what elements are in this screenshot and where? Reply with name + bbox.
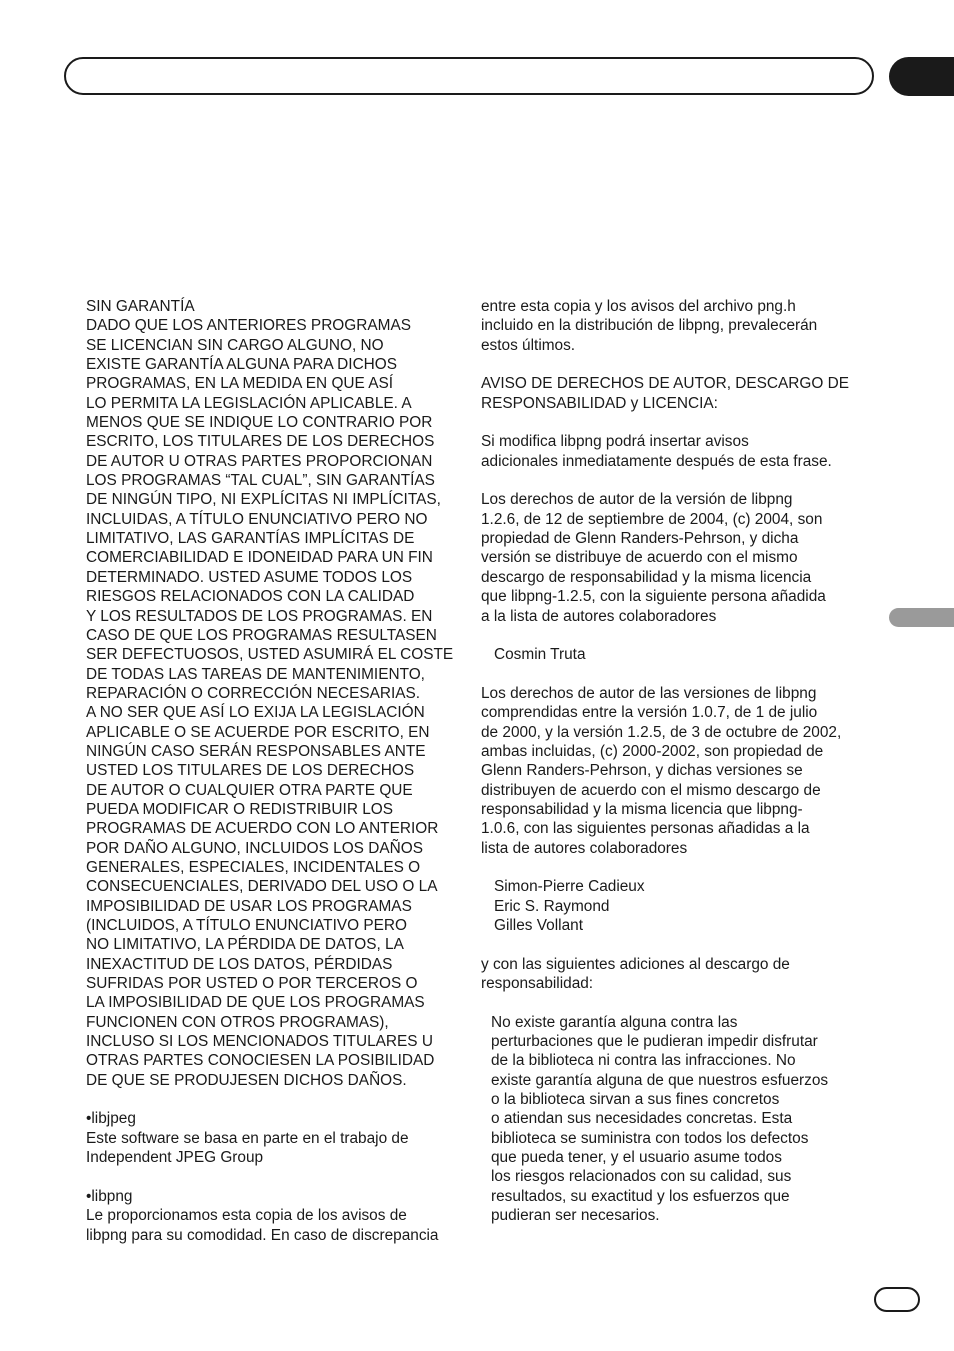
text-line: EXISTE GARANTÍA ALGUNA PARA DICHOS: [86, 356, 398, 374]
text-line: incluido en la distribución de libpng, prevalecerán: [481, 317, 818, 335]
text-line: PROGRAMAS, EN LA MEDIDA EN QUE ASÍ: [86, 375, 394, 393]
contributor-list: [481, 877, 861, 935]
paragraph-gap: [86, 1167, 471, 1186]
contributor-list: [481, 645, 861, 664]
text-line: MENOS QUE SE INDIQUE LO CONTRARIO POR: [86, 414, 433, 432]
warranty-section: [86, 297, 471, 1090]
text-line: PROGRAMAS DE ACUERDO CON LO ANTERIOR: [86, 820, 439, 838]
paragraph-gap: [86, 1090, 471, 1109]
text-line: que pueda tener, y el usuario asume todos: [491, 1149, 782, 1167]
text-line: DE AUTOR O CUALQUIER OTRA PARTE QUE: [86, 781, 413, 799]
text-line: NO LIMITATIVO, LA PÉRDIDA DE DATOS, LA: [86, 936, 404, 954]
side-index-tab: [889, 608, 954, 627]
text-line: comprendidas entre la versión 1.0.7, de 1 de julio: [481, 704, 818, 722]
text-line: estos últimos.: [481, 336, 576, 354]
text-line: Si modifica libpng podrá insertar avisos: [481, 433, 749, 451]
text-line: 1.2.6, de 12 de septiembre de 2004, (c) 2004, son: [481, 510, 823, 528]
paragraph-gap: [481, 993, 861, 1012]
disclaimer-block: [481, 1013, 861, 1226]
text-line: OTRAS PARTES CONOCIESEN LA POSIBILIDAD: [86, 1052, 435, 1070]
text-line: A NO SER QUE ASÍ LO EXIJA LA LEGISLACIÓN: [86, 704, 425, 722]
text-line: biblioteca se suministra con todos los defectos: [491, 1129, 809, 1147]
text-line: CONSECUENCIALES, DERIVADO DEL USO O LA: [86, 878, 438, 896]
text-line: LA IMPOSIBILIDAD DE QUE LOS PROGRAMAS: [86, 994, 425, 1012]
libpng-section: [86, 1187, 471, 1245]
libjpeg-section: [86, 1109, 471, 1167]
text-line: DADO QUE LOS ANTERIORES PROGRAMAS: [86, 317, 411, 335]
contributor-name: Gilles Vollant: [494, 917, 583, 934]
text-line: CASO DE QUE LOS PROGRAMAS RESULTASEN: [86, 626, 437, 644]
text-line: LIMITATIVO, LAS GARANTÍAS IMPLÍCITAS DE: [86, 530, 415, 548]
paragraph-gap: [481, 935, 861, 954]
paragraph-gap: [481, 858, 861, 877]
text-line: responsabilidad:: [481, 975, 594, 993]
paragraph: [481, 490, 861, 625]
text-line: SE LICENCIAN SIN CARGO ALGUNO, NO: [86, 336, 384, 354]
text-line: los riesgos relacionados con su calidad, sus: [491, 1168, 792, 1186]
text-line: resultados, su exactitud y los esfuerzos que: [491, 1187, 790, 1205]
text-line: o atiendan sus necesidades concretas. Esta: [491, 1110, 793, 1128]
text-line: Este software se basa en parte en el trabajo de: [86, 1129, 409, 1147]
text-line: RESPONSABILIDAD y LICENCIA:: [481, 394, 718, 412]
text-line: Los derechos de autor de las versiones de libpng: [481, 684, 817, 702]
text-line: GENERALES, ESPECIALES, INCIDENTALES O: [86, 858, 421, 876]
header-bar: [64, 57, 874, 95]
text-line: 1.0.6, con las siguientes personas añadidas a la: [481, 820, 810, 838]
text-line: DE QUE SE PRODUJESEN DICHOS DAÑOS.: [86, 1071, 407, 1089]
text-line: lista de autores colaboradores: [481, 839, 688, 857]
paragraph: [481, 297, 861, 355]
text-line: INCLUSO SI LOS MENCIONADOS TITULARES U: [86, 1033, 433, 1051]
paragraph: [481, 684, 861, 858]
text-line: LOS PROGRAMAS “TAL CUAL”, SIN GARANTÍAS: [86, 472, 435, 490]
text-line: DE AUTOR U OTRAS PARTES PROPORCIONAN: [86, 452, 433, 470]
left-column: [86, 297, 471, 1245]
text-line: INEXACTITUD DE LOS DATOS, PÉRDIDAS: [86, 955, 393, 973]
text-line: USTED LOS TITULARES DE LOS DERECHOS: [86, 762, 415, 780]
text-line: SUFRIDAS POR USTED O POR TERCEROS O: [86, 975, 418, 993]
text-line: o la biblioteca sirvan a sus fines concretos: [491, 1091, 780, 1109]
copyright-heading: [481, 374, 861, 413]
text-line: existe garantía alguna de que nuestros esfuerzos: [491, 1071, 829, 1089]
text-line: a la lista de autores colaboradores: [481, 607, 717, 625]
text-line: (INCLUIDOS, A TÍTULO ENUNCIATIVO PERO: [86, 917, 407, 934]
text-line: libpng para su comodidad. En caso de discrepancia: [86, 1226, 439, 1244]
text-line: DE TODAS LAS TAREAS DE MANTENIMIENTO,: [86, 665, 425, 683]
text-line: NINGÚN CASO SERÁN RESPONSABLES ANTE: [86, 742, 426, 760]
text-line: LO PERMITA LA LEGISLACIÓN APLICABLE. A: [86, 394, 412, 412]
text-line: perturbaciones que le pudieran impedir disfrutar: [491, 1033, 818, 1051]
text-line: RIESGOS RELACIONADOS CON LA CALIDAD: [86, 588, 415, 606]
text-line: IMPOSIBILIDAD DE USAR LOS PROGRAMAS: [86, 897, 412, 915]
text-line: y con las siguientes adiciones al descargo de: [481, 955, 790, 973]
section-tab: [889, 57, 954, 96]
text-line: Glenn Randers-Pehrson, y dichas versiones se: [481, 762, 803, 780]
right-column: [481, 297, 861, 1226]
text-line: ambas incluidas, (c) 2000-2002, son propiedad de: [481, 742, 824, 760]
text-line: Y LOS RESULTADOS DE LOS PROGRAMAS. EN: [86, 607, 433, 625]
text-line: descargo de responsabilidad y la misma licencia: [481, 568, 812, 586]
text-line: POR DAÑO ALGUNO, INCLUIDOS LOS DAÑOS: [86, 839, 423, 857]
text-line: •libpng: [86, 1187, 133, 1205]
paragraph-gap: [481, 626, 861, 645]
text-line: AVISO DE DERECHOS DE AUTOR, DESCARGO DE: [481, 375, 850, 393]
paragraph-gap: [481, 471, 861, 490]
text-line: que libpng-1.2.5, con la siguiente persona añadida: [481, 588, 826, 606]
text-line: adicionales inmediatamente después de esta frase.: [481, 452, 832, 470]
paragraph: [481, 432, 861, 471]
text-line: INCLUIDAS, A TÍTULO ENUNCIATIVO PERO NO: [86, 510, 428, 528]
contributor-name: Cosmin Truta: [494, 646, 586, 664]
text-line: FUNCIONEN CON OTROS PROGRAMAS),: [86, 1013, 389, 1031]
text-line: •libjpeg: [86, 1110, 136, 1128]
text-line: No existe garantía alguna contra las: [491, 1013, 738, 1031]
text-line: DE NINGÚN TIPO, NI EXPLÍCITAS NI IMPLÍCITAS,: [86, 491, 441, 509]
text-line: de 2000, y la versión 1.2.5, de 3 de octubre de 2002,: [481, 723, 842, 741]
paragraph-gap: [481, 665, 861, 684]
paragraph-gap: [481, 355, 861, 374]
paragraph-gap: [481, 413, 861, 432]
contributor-name: Eric S. Raymond: [494, 897, 610, 915]
paragraph: [481, 955, 861, 994]
text-line: distribuyen de acuerdo con el mismo descargo de: [481, 781, 821, 799]
text-line: propiedad de Glenn Randers-Pehrson, y dicha: [481, 530, 799, 548]
text-line: responsabilidad y la misma licencia que libpng-: [481, 800, 803, 818]
text-line: Independent JPEG Group: [86, 1149, 264, 1167]
text-line: entre esta copia y los avisos del archivo png.h: [481, 298, 796, 315]
text-line: SIN GARANTÍA: [86, 298, 195, 315]
text-line: PUEDA MODIFICAR O REDISTRIBUIR LOS: [86, 800, 394, 818]
text-line: pudieran ser necesarios.: [491, 1207, 660, 1225]
text-line: COMERCIABILIDAD E IDONEIDAD PARA UN FIN: [86, 549, 433, 567]
text-line: Los derechos de autor de la versión de libpng: [481, 491, 793, 509]
text-line: APLICABLE O SE ACUERDE POR ESCRITO, EN: [86, 723, 430, 741]
text-line: REPARACIÓN O CORRECCIÓN NECESARIAS.: [86, 684, 421, 702]
text-line: ESCRITO, LOS TITULARES DE LOS DERECHOS: [86, 433, 435, 451]
text-line: Le proporcionamos esta copia de los avisos de: [86, 1207, 407, 1225]
text-line: de la biblioteca ni contra las infracciones. No: [491, 1052, 796, 1070]
text-line: versión se distribuye de acuerdo con el mismo: [481, 549, 798, 567]
text-line: DETERMINADO. USTED ASUME TODOS LOS: [86, 568, 413, 586]
contributor-name: Simon-Pierre Cadieux: [494, 878, 645, 896]
text-line: SER DEFECTUOSOS, USTED ASUMIRÁ EL COSTE: [86, 646, 454, 664]
page-number-badge: [874, 1287, 920, 1312]
